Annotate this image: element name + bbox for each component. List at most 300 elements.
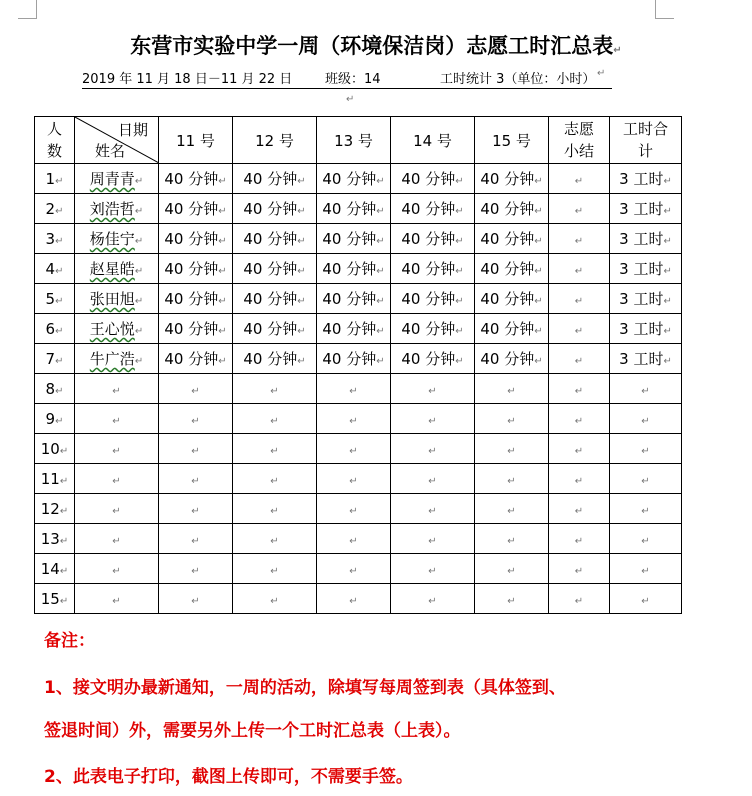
paragraph-mark-icon: ↵ [376,176,385,187]
row-name [75,344,159,374]
row-slot-text: 40 分钟 [322,320,377,338]
row-slot [233,224,317,254]
row-slot-text: 40 分钟 [243,290,298,308]
row-index [35,284,75,314]
paragraph-mark-icon: ↵ [297,326,306,337]
row-total [610,554,682,584]
paragraph-mark-icon: ↵ [59,535,69,547]
paragraph-mark-icon: ↵ [112,535,121,547]
row-slot [159,494,233,524]
row-index [35,464,75,494]
paragraph-mark-icon: ↵ [574,295,584,307]
row-slot [317,524,391,554]
paragraph-mark-icon: ↵ [349,535,358,547]
paragraph-mark-icon: ↵ [534,296,543,307]
paragraph-mark-icon: ↵ [297,206,306,217]
table-row [35,284,682,314]
paragraph-mark-icon: ↵ [534,236,543,247]
paragraph-mark-icon: ↵ [297,296,306,307]
row-slot [159,164,233,194]
row-slot [391,254,475,284]
paragraph-mark-icon: ↵ [455,326,464,337]
paragraph-mark-icon: ↵ [55,355,64,367]
paragraph-mark-icon: ↵ [663,326,672,337]
row-slot [159,524,233,554]
paragraph-mark-icon: ↵ [428,445,437,457]
row-total [610,194,682,224]
row-slot-text: 40 分钟 [480,170,535,188]
document-title [0,30,752,60]
row-slot-text: 40 分钟 [401,290,456,308]
paragraph-mark-icon: ↵ [641,415,650,427]
notes-line-2: 签退时间）外，需要另外上传一个工时汇总表（上表）。 [44,721,461,741]
paragraph-mark-icon: ↵ [574,265,584,277]
paragraph-mark-icon: ↵ [663,236,672,247]
paragraph-mark-icon: ↵ [349,415,358,427]
paragraph-mark-icon: ↵ [297,176,306,187]
paragraph-mark-icon: ↵ [270,505,279,517]
row-slot-text: 40 分钟 [480,290,535,308]
row-slot [475,524,549,554]
row-slot-text: 40 分钟 [401,320,456,338]
paragraph-mark-icon: ↵ [574,385,584,397]
notes-line-3: 2、此表电子打印，截图上传即可，不需要手签。 [44,767,413,787]
paragraph-mark-icon: ↵ [428,415,437,427]
row-slot [391,494,475,524]
row-summary [549,254,610,284]
paragraph-mark-icon: ↵ [574,445,584,457]
row-slot-text: 40 分钟 [480,320,535,338]
paragraph-mark-icon: ↵ [191,445,200,457]
row-summary [549,524,610,554]
row-slot [233,314,317,344]
row-index [35,254,75,284]
paragraph-mark-icon: ↵ [134,176,144,187]
row-slot [233,584,317,614]
table-row [35,404,682,434]
row-slot [159,434,233,464]
row-slot-text: 40 分钟 [322,260,377,278]
header-total-top: 工时合 [622,120,668,138]
row-slot [475,464,549,494]
paragraph-mark-icon: ↵ [641,565,650,577]
row-slot-text: 40 分钟 [480,260,535,278]
row-slot [159,254,233,284]
paragraph-mark-icon: ↵ [112,415,121,427]
paragraph-mark-icon: ↵ [455,356,464,367]
paragraph-mark-icon: ↵ [574,175,584,187]
paragraph-mark-icon: ↵ [507,595,516,607]
paragraph-mark-icon: ↵ [455,206,464,217]
row-name [75,194,159,224]
row-slot [391,554,475,584]
paragraph-mark-icon: ↵ [218,206,227,217]
row-slot-text: 40 分钟 [480,200,535,218]
paragraph-mark-icon: ↵ [574,535,584,547]
row-slot [475,284,549,314]
paragraph-mark-icon: ↵ [455,296,464,307]
paragraph-mark-icon: ↵ [613,45,622,56]
row-slot [159,584,233,614]
row-index [35,314,75,344]
row-slot [475,554,549,584]
row-index-text: 5 [45,289,56,308]
row-slot-text: 40 分钟 [480,350,535,368]
paragraph-mark-icon: ↵ [270,415,279,427]
paragraph-mark-icon: ↵ [55,295,64,307]
paragraph-mark-icon: ↵ [191,475,200,487]
row-slot-text: 40 分钟 [164,320,219,338]
paragraph-mark-icon: ↵ [534,266,543,277]
row-index-text: 6 [45,319,56,338]
row-summary [549,164,610,194]
row-slot [159,284,233,314]
paragraph-mark-icon: ↵ [574,205,584,217]
row-name [75,434,159,464]
row-slot [233,374,317,404]
document-title-text: 东营市实验中学一周（环境保洁岗）志愿工时汇总表 [130,34,614,58]
row-name [75,524,159,554]
paragraph-mark-icon: ↵ [112,385,121,397]
row-slot [475,224,549,254]
row-name [75,164,159,194]
row-slot [317,314,391,344]
row-slot [475,404,549,434]
row-slot-text: 40 分钟 [401,230,456,248]
row-slot [391,584,475,614]
row-total-text: 3 工时 [619,320,664,338]
row-slot-text: 40 分钟 [243,260,298,278]
table-row [35,464,682,494]
row-index-text: 15 [40,589,60,608]
row-name [75,224,159,254]
row-name-text: 杨佳宁 [89,230,135,248]
row-index [35,524,75,554]
paragraph-mark-icon: ↵ [376,326,385,337]
row-slot [233,404,317,434]
row-slot [391,314,475,344]
paragraph-mark-icon: ↵ [270,565,279,577]
paragraph-mark-icon: ↵ [574,235,584,247]
paragraph-mark-icon: ↵ [55,325,64,337]
page-corner-mark-right [655,0,674,19]
paragraph-mark-icon: ↵ [55,415,64,427]
row-total [610,434,682,464]
row-slot-text: 40 分钟 [322,350,377,368]
row-slot-text: 40 分钟 [164,230,219,248]
row-slot-text: 40 分钟 [243,170,298,188]
paragraph-mark-icon: ↵ [59,565,69,577]
header-summary [549,117,610,164]
paragraph-mark-icon: ↵ [428,385,437,397]
row-slot [233,284,317,314]
row-name-text: 王心悦 [89,320,135,338]
table-row [35,224,682,254]
row-slot [233,524,317,554]
table-row [35,254,682,284]
table-row [35,374,682,404]
row-name-text: 赵星皓 [89,260,135,278]
header-date: 日期 [117,121,148,139]
row-slot-text: 40 分钟 [243,350,298,368]
paragraph-mark-icon: ↵ [663,356,672,367]
paragraph-mark-icon: ↵ [455,236,464,247]
paragraph-mark-icon: ↵ [55,385,64,397]
paragraph-mark-icon: ↵ [349,385,358,397]
paragraph-mark-icon: ↵ [507,385,516,397]
row-slot [233,464,317,494]
row-summary [549,224,610,254]
row-total-text: 3 工时 [619,170,664,188]
row-slot [475,584,549,614]
row-total [610,164,682,194]
row-summary [549,464,610,494]
row-total-text: 3 工时 [619,350,664,368]
row-slot-text: 40 分钟 [322,200,377,218]
paragraph-mark-icon: ↵ [349,445,358,457]
row-slot [391,434,475,464]
header-date-name-diagonal [75,117,159,164]
notes-heading: 备注： [44,631,95,651]
row-index-text: 13 [40,529,60,548]
row-slot [317,254,391,284]
paragraph-mark-icon: ↵ [270,385,279,397]
row-slot [475,314,549,344]
paragraph-mark-icon: ↵ [597,68,606,79]
paragraph-mark-icon: ↵ [270,535,279,547]
header-day-11: 11 号 [159,117,233,164]
row-slot [317,554,391,584]
row-index-text: 12 [40,499,60,518]
paragraph-mark-icon: ↵ [112,595,121,607]
paragraph-mark-icon: ↵ [428,565,437,577]
paragraph-mark-icon: ↵ [134,296,144,307]
row-summary [549,434,610,464]
row-slot [475,164,549,194]
row-slot [317,224,391,254]
paragraph-mark-icon: ↵ [218,176,227,187]
paragraph-mark-icon: ↵ [134,266,144,277]
row-slot [159,554,233,584]
row-slot [317,374,391,404]
paragraph-mark-icon: ↵ [574,565,584,577]
paragraph-mark-icon: ↵ [349,505,358,517]
row-slot [233,434,317,464]
row-total [610,464,682,494]
paragraph-mark-icon: ↵ [574,325,584,337]
row-slot [475,374,549,404]
header-summary-bottom: 小结 [563,142,594,160]
row-summary [549,584,610,614]
paragraph-mark-icon: ↵ [507,505,516,517]
row-slot [317,284,391,314]
paragraph-mark-icon: ↵ [428,595,437,607]
paragraph-mark-icon: ↵ [112,475,121,487]
paragraph-mark-icon: ↵ [59,595,69,607]
row-index [35,344,75,374]
row-slot [391,524,475,554]
paragraph-mark-icon: ↵ [641,595,650,607]
row-slot [317,584,391,614]
notes-line-1: 1、接文明办最新通知，一周的活动，除填写每周签到表（具体签到、 [44,678,566,698]
paragraph-mark-icon: ↵ [507,565,516,577]
row-summary [549,554,610,584]
row-slot [159,194,233,224]
row-index [35,374,75,404]
row-index-text: 14 [40,559,60,578]
paragraph-mark-icon: ↵ [574,415,584,427]
paragraph-mark-icon: ↵ [59,505,69,517]
paragraph-mark-icon: ↵ [663,266,672,277]
row-summary [549,374,610,404]
row-index [35,164,75,194]
row-name [75,404,159,434]
row-slot [159,344,233,374]
row-total-text: 3 工时 [619,230,664,248]
table-row [35,164,682,194]
row-slot-text: 40 分钟 [243,230,298,248]
paragraph-mark-icon: ↵ [59,445,69,457]
paragraph-mark-icon: ↵ [507,445,516,457]
header-count-bottom: 数 [46,142,62,160]
row-slot [391,374,475,404]
paragraph-mark-icon: ↵ [574,505,584,517]
table-row [35,584,682,614]
volunteer-hours-table [34,116,682,614]
header-day-13: 13 号 [317,117,391,164]
row-index [35,584,75,614]
paragraph-mark-icon: ↵ [376,296,385,307]
paragraph-mark-icon: ↵ [134,356,144,367]
header-summary-top: 志愿 [563,120,594,138]
row-index-text: 2 [45,199,56,218]
paragraph-mark-icon: ↵ [534,356,543,367]
row-index [35,434,75,464]
paragraph-mark-icon: ↵ [270,445,279,457]
row-total [610,284,682,314]
row-index-text: 4 [45,259,56,278]
header-total [610,117,682,164]
page-corner-mark-left [18,0,37,19]
paragraph-mark-icon: ↵ [297,266,306,277]
row-slot [317,464,391,494]
header-day-15: 15 号 [475,117,549,164]
row-total [610,344,682,374]
row-slot-text: 40 分钟 [480,230,535,248]
table-row [35,314,682,344]
row-slot-text: 40 分钟 [401,170,456,188]
paragraph-mark-icon: ↵ [507,535,516,547]
row-summary [549,344,610,374]
table-row [35,194,682,224]
row-slot-text: 40 分钟 [164,170,219,188]
row-slot [475,254,549,284]
row-name [75,374,159,404]
row-slot [391,344,475,374]
row-total [610,524,682,554]
header-count-top: 人 [46,120,62,138]
paragraph-mark-icon: ↵ [297,236,306,247]
table-row [35,434,682,464]
paragraph-mark-icon: ↵ [191,565,200,577]
row-slot-text: 40 分钟 [322,230,377,248]
paragraph-mark-icon: ↵ [534,176,543,187]
paragraph-mark-icon: ↵ [112,505,121,517]
row-name [75,464,159,494]
paragraph-mark-icon: ↵ [534,326,543,337]
row-name [75,254,159,284]
row-name [75,554,159,584]
row-slot [391,164,475,194]
paragraph-mark-icon: ↵ [191,415,200,427]
paragraph-mark-icon: ↵ [507,475,516,487]
row-slot [233,164,317,194]
table-header-row [35,117,682,164]
paragraph-mark-icon: ↵ [218,236,227,247]
paragraph-mark-icon: ↵ [641,535,650,547]
row-name-text: 张田旭 [89,290,135,308]
row-slot [475,344,549,374]
row-slot [475,434,549,464]
paragraph-mark-icon: ↵ [191,535,200,547]
table-row [35,494,682,524]
paragraph-mark-icon: ↵ [663,176,672,187]
stats-label: 工时统计 3（单位：小时） [440,72,596,87]
paragraph-mark-icon: ↵ [376,356,385,367]
paragraph-mark-icon: ↵ [349,565,358,577]
row-slot-text: 40 分钟 [164,200,219,218]
row-summary [549,194,610,224]
row-slot [317,404,391,434]
paragraph-mark-icon: ↵ [349,595,358,607]
paragraph-mark-icon: ↵ [428,505,437,517]
row-slot [475,194,549,224]
row-slot-text: 40 分钟 [243,200,298,218]
row-name [75,314,159,344]
row-name [75,284,159,314]
paragraph-mark-icon: ↵ [218,296,227,307]
row-slot-text: 40 分钟 [401,260,456,278]
paragraph-mark-icon: ↵ [134,206,144,217]
row-slot [317,494,391,524]
row-summary [549,494,610,524]
row-index-text: 9 [45,409,56,428]
paragraph-mark-icon: ↵ [134,326,144,337]
row-total [610,494,682,524]
row-index [35,404,75,434]
paragraph-mark-icon: ↵ [376,266,385,277]
paragraph-mark-icon: ↵ [55,265,64,277]
paragraph-mark-icon: ↵ [455,176,464,187]
table-row [35,554,682,584]
row-index-text: 8 [45,379,56,398]
paragraph-mark-icon: ↵ [59,475,69,487]
paragraph-mark-icon: ↵ [346,94,355,105]
row-summary [549,404,610,434]
class-label: 班级：14 [325,72,381,87]
paragraph-mark-icon: ↵ [112,565,121,577]
header-total-bottom: 计 [637,142,653,160]
row-summary [549,314,610,344]
row-total [610,254,682,284]
paragraph-mark-icon: ↵ [574,355,584,367]
row-total-text: 3 工时 [619,200,664,218]
row-slot [317,344,391,374]
row-name [75,494,159,524]
paragraph-mark-icon: ↵ [191,595,200,607]
header-count [35,117,75,164]
row-index [35,494,75,524]
